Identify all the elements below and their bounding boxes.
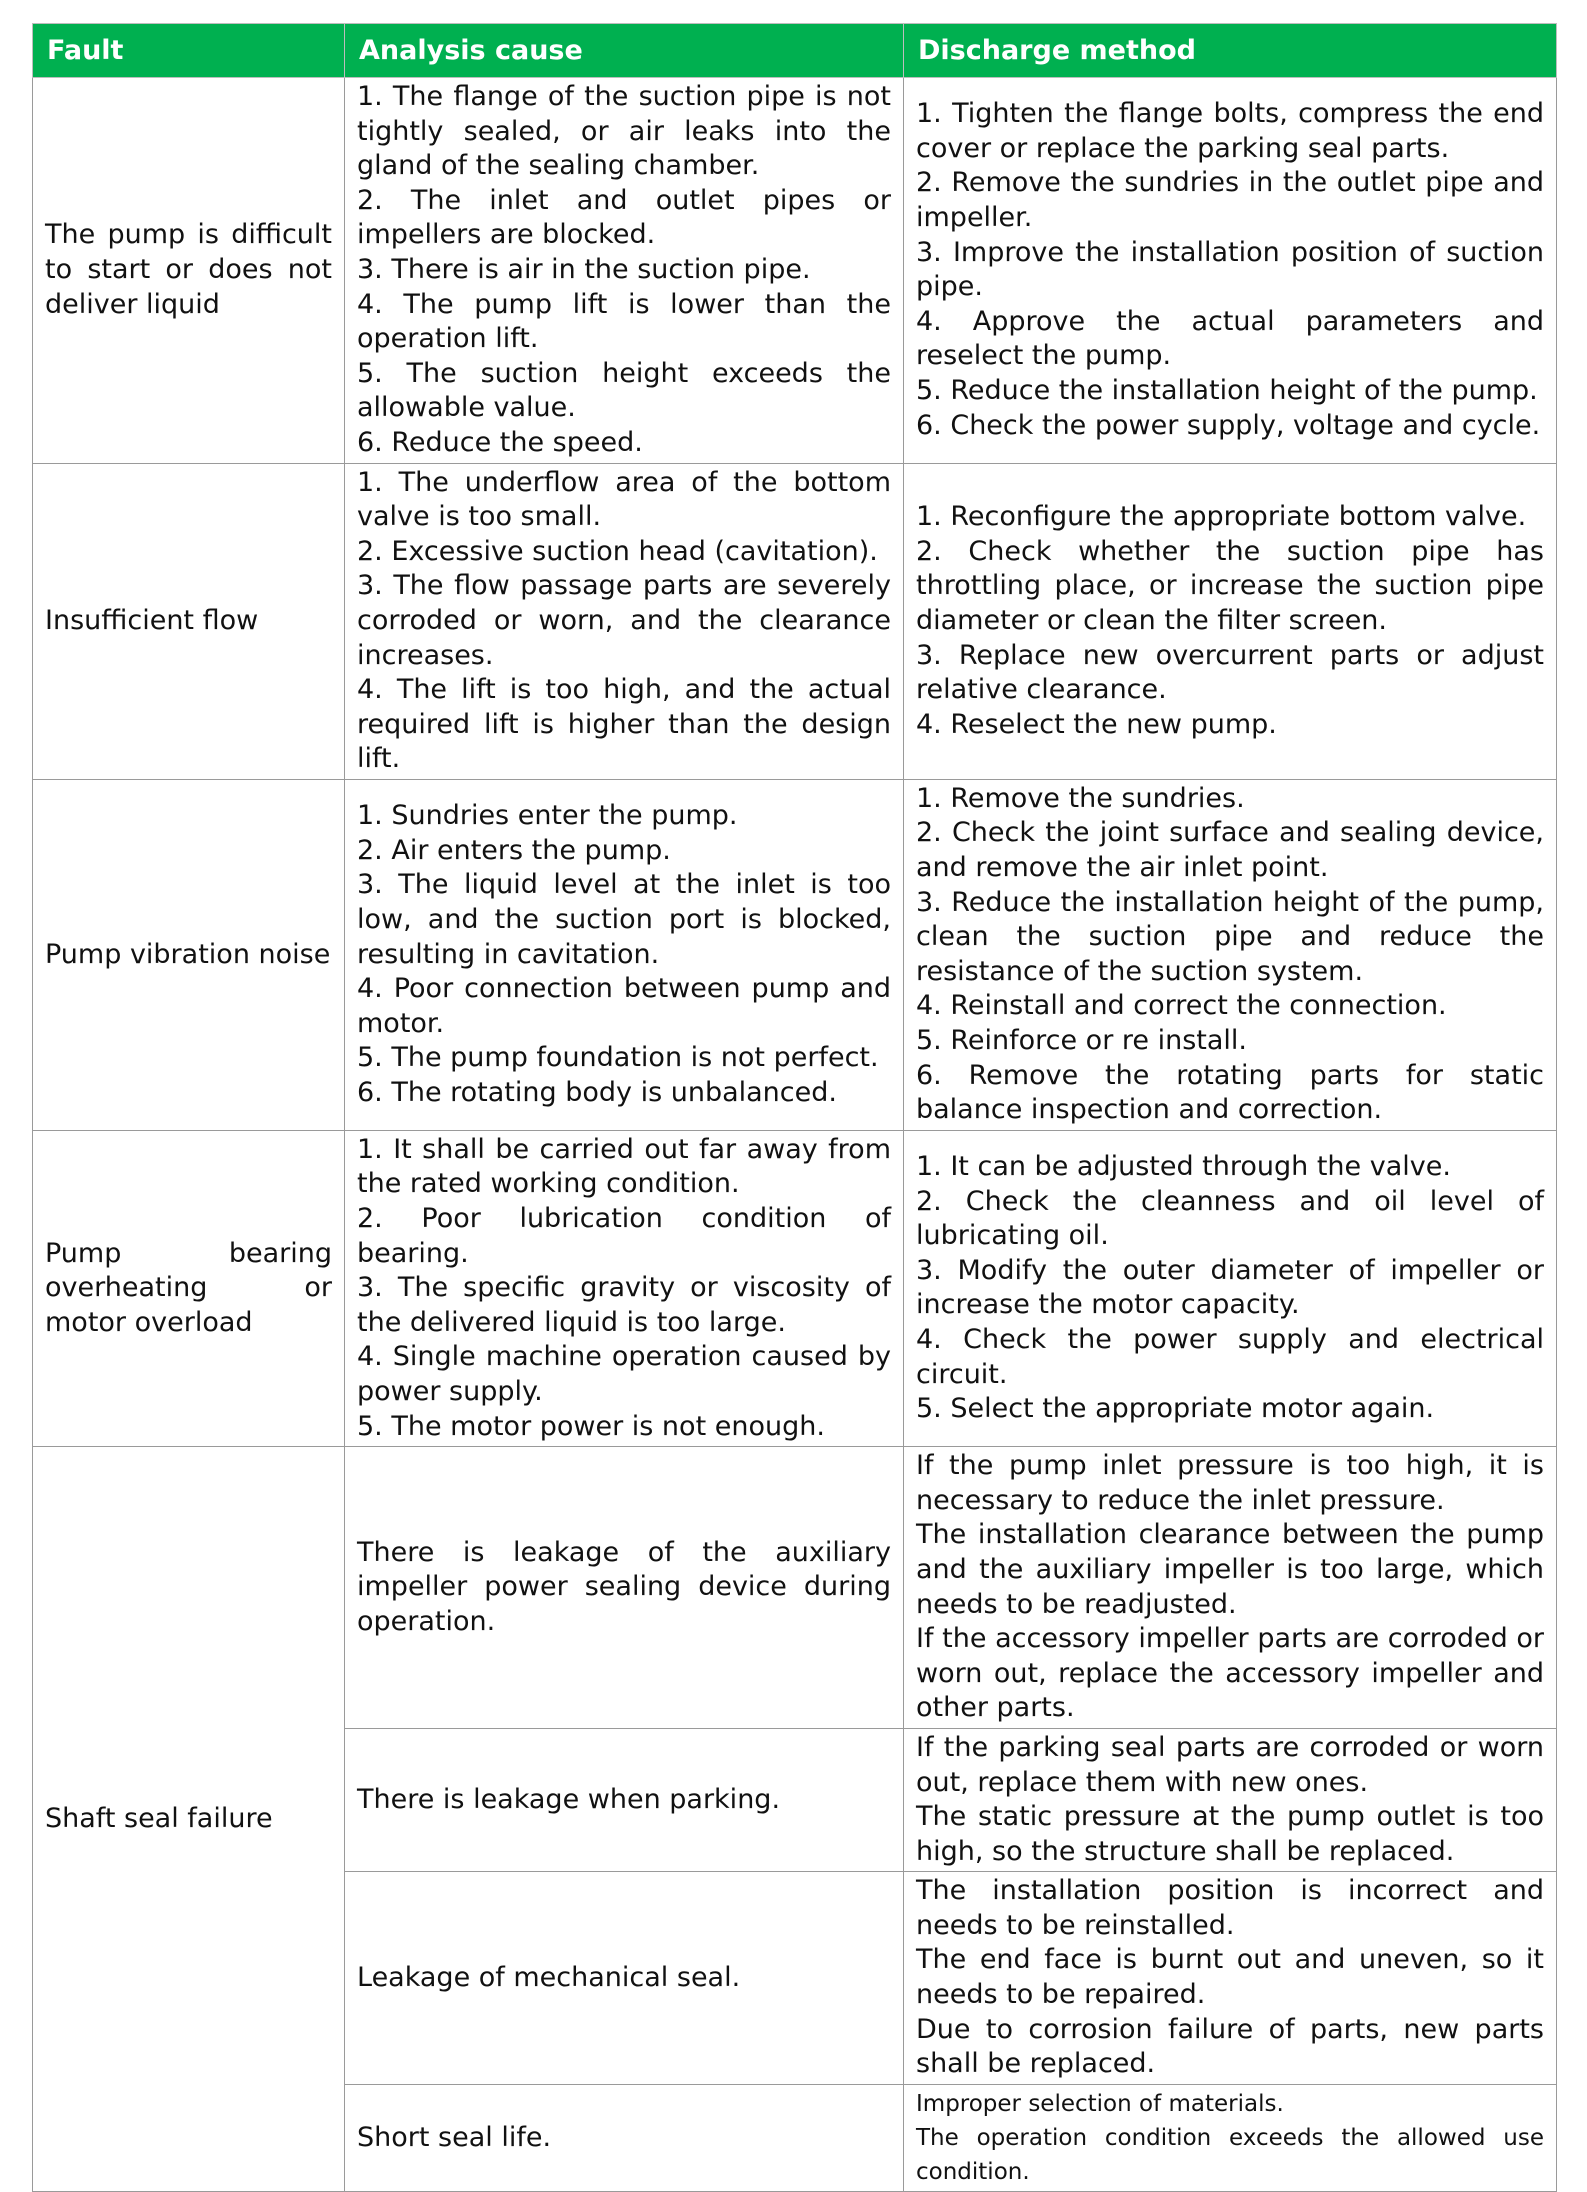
- header-discharge-method: Discharge method: [904, 24, 1557, 78]
- method-item: If the pump inlet pressure is too high, it is necessary to reduce the inlet pressure.: [916, 1450, 1544, 1516]
- fault-cell: Insufficient flow: [33, 463, 345, 779]
- cause-item: 5. The suction height exceeds the allowable value.: [357, 357, 891, 424]
- method-item: 1. Remove the sundries.: [916, 782, 1245, 814]
- method-item: Improper selection of materials.: [916, 2090, 1284, 2117]
- method-item: 1. Tighten the flange bolts, compress the end cover or replace the parking seal parts.: [916, 98, 1544, 164]
- table-row: [33, 1130, 1557, 1446]
- cause-item: 3. The flow passage parts are severely corroded or worn, and the clearance increases.: [357, 570, 891, 671]
- cause-item: 4. The lift is too high, and the actual required lift is higher than the design lift.: [357, 674, 891, 775]
- method-item: 3. Modify the outer diameter of impeller or increase the motor capacity.: [916, 1254, 1544, 1321]
- cause-item: 5. The pump foundation is not perfect.: [357, 1042, 879, 1074]
- cause-item: 1. Sundries enter the pump.: [357, 800, 738, 832]
- fault-cell: Pump vibration noise: [33, 779, 345, 1130]
- fault-cell-shaft-seal: Shaft seal failure: [33, 1447, 345, 2192]
- method-item: The operation condition exceeds the allowed use condition.: [916, 2124, 1544, 2185]
- method-item: 5. Reduce the installation height of the pump.: [916, 375, 1538, 407]
- cause-item: 4. The pump lift is lower than the operation lift.: [357, 288, 891, 355]
- method-cell: [904, 1872, 1557, 2085]
- cause-cell: [345, 779, 904, 1130]
- cause-item: 5. The motor power is not enough.: [357, 1410, 825, 1442]
- method-cell: [904, 1728, 1557, 1871]
- method-item: The static pressure at the pump outlet is too high, so the structure shall be replaced.: [916, 1801, 1544, 1867]
- fault-table: [32, 23, 1557, 2192]
- cause-cell: There is leakage when parking.: [345, 1728, 904, 1871]
- method-item: The installation position is incorrect and needs to be reinstalled.: [916, 1875, 1544, 1941]
- method-cell: [904, 78, 1557, 464]
- cause-item: 3. The liquid level at the inlet is too low, and the suction port is blocked, resulting in cavitation.: [357, 869, 891, 970]
- method-cell: [904, 1130, 1557, 1446]
- cause-cell: Short seal life.: [345, 2084, 904, 2191]
- cause-cell: Leakage of mechanical seal.: [345, 1872, 904, 2085]
- table-row: [33, 78, 1557, 464]
- fault-cell: The pump is difficult to start or does not deliver liquid: [33, 78, 345, 464]
- cause-cell: [345, 78, 904, 464]
- cause-item: 2. The inlet and outlet pipes or impellers are blocked.: [357, 184, 891, 251]
- table-header-row: [33, 24, 1557, 78]
- method-item: 4. Reselect the new pump.: [916, 708, 1277, 740]
- cause-cell: [345, 463, 904, 779]
- table-row: [33, 1447, 1557, 1729]
- method-item: 2. Remove the sundries in the outlet pipe and impeller.: [916, 167, 1544, 234]
- cause-cell: There is leakage of the auxiliary impeller power sealing device during operation.: [345, 1447, 904, 1729]
- cause-item: 3. The specific gravity or viscosity of the delivered liquid is too large.: [357, 1272, 891, 1338]
- table-row: [33, 463, 1557, 779]
- method-item: 5. Reinforce or re install.: [916, 1025, 1247, 1057]
- method-cell: [904, 463, 1557, 779]
- method-cell: [904, 1447, 1557, 1729]
- method-item: 3. Reduce the installation height of the pump, clean the suction pipe and reduce the resistance of the suction system.: [916, 886, 1544, 987]
- cause-item: 2. Excessive suction head (cavitation).: [357, 535, 878, 567]
- cause-cell: [345, 1130, 904, 1446]
- cause-item: 1. The flange of the suction pipe is not tightly sealed, or air leaks into the gland of the sealing chamber.: [357, 81, 891, 182]
- header-analysis-cause: Analysis cause: [345, 24, 904, 78]
- cause-item: 6. The rotating body is unbalanced.: [357, 1076, 837, 1108]
- method-cell: [904, 779, 1557, 1130]
- fault-cell: Pump bearing overheating or motor overload: [33, 1130, 345, 1446]
- method-item: 4. Approve the actual parameters and reselect the pump.: [916, 305, 1544, 372]
- method-item: 3. Improve the installation position of suction pipe.: [916, 236, 1544, 303]
- method-item: If the accessory impeller parts are corroded or worn out, replace the accessory impeller and other parts.: [916, 1623, 1544, 1724]
- method-item: The end face is burnt out and uneven, so it needs to be repaired.: [916, 1944, 1544, 2011]
- cause-item: 6. Reduce the speed.: [357, 426, 643, 458]
- method-item: 3. Replace new overcurrent parts or adjust relative clearance.: [916, 639, 1544, 706]
- method-item: 2. Check whether the suction pipe has throttling place, or increase the suction pipe diameter or clean the filter screen.: [916, 535, 1544, 636]
- method-item: 1. Reconfigure the appropriate bottom valve.: [916, 501, 1527, 533]
- method-item: 6. Check the power supply, voltage and cycle.: [916, 409, 1541, 441]
- cause-item: 3. There is air in the suction pipe.: [357, 253, 811, 285]
- cause-item: 1. The underflow area of the bottom valve is too small.: [357, 466, 891, 533]
- cause-item: 2. Air enters the pump.: [357, 834, 671, 866]
- method-item: 4. Reinstall and correct the connection.: [916, 990, 1447, 1022]
- cause-item: 4. Poor connection between pump and motor.: [357, 973, 891, 1039]
- method-item: 1. It can be adjusted through the valve.: [916, 1151, 1451, 1183]
- header-fault: Fault: [33, 24, 345, 78]
- method-item: 2. Check the joint surface and sealing device, and remove the air inlet point.: [916, 817, 1544, 884]
- method-item: 4. Check the power supply and electrical circuit.: [916, 1324, 1544, 1390]
- method-item: If the parking seal parts are corroded or worn out, replace them with new ones.: [916, 1731, 1544, 1798]
- method-item: The installation clearance between the pump and the auxiliary impeller is too large, which needs to be readjusted.: [916, 1519, 1544, 1620]
- method-item: Due to corrosion failure of parts, new parts shall be replaced.: [916, 2013, 1544, 2080]
- method-item: 2. Check the cleanness and oil level of lubricating oil.: [916, 1185, 1544, 1252]
- cause-item: 1. It shall be carried out far away from the rated working condition.: [357, 1133, 891, 1200]
- cause-item: 2. Poor lubrication condition of bearing.: [357, 1203, 891, 1269]
- cause-item: 4. Single machine operation caused by power supply.: [357, 1341, 891, 1407]
- method-cell: [904, 2084, 1557, 2191]
- method-item: 6. Remove the rotating parts for static balance inspection and correction.: [916, 1059, 1544, 1126]
- table-row: [33, 779, 1557, 1130]
- method-item: 5. Select the appropriate motor again.: [916, 1393, 1435, 1425]
